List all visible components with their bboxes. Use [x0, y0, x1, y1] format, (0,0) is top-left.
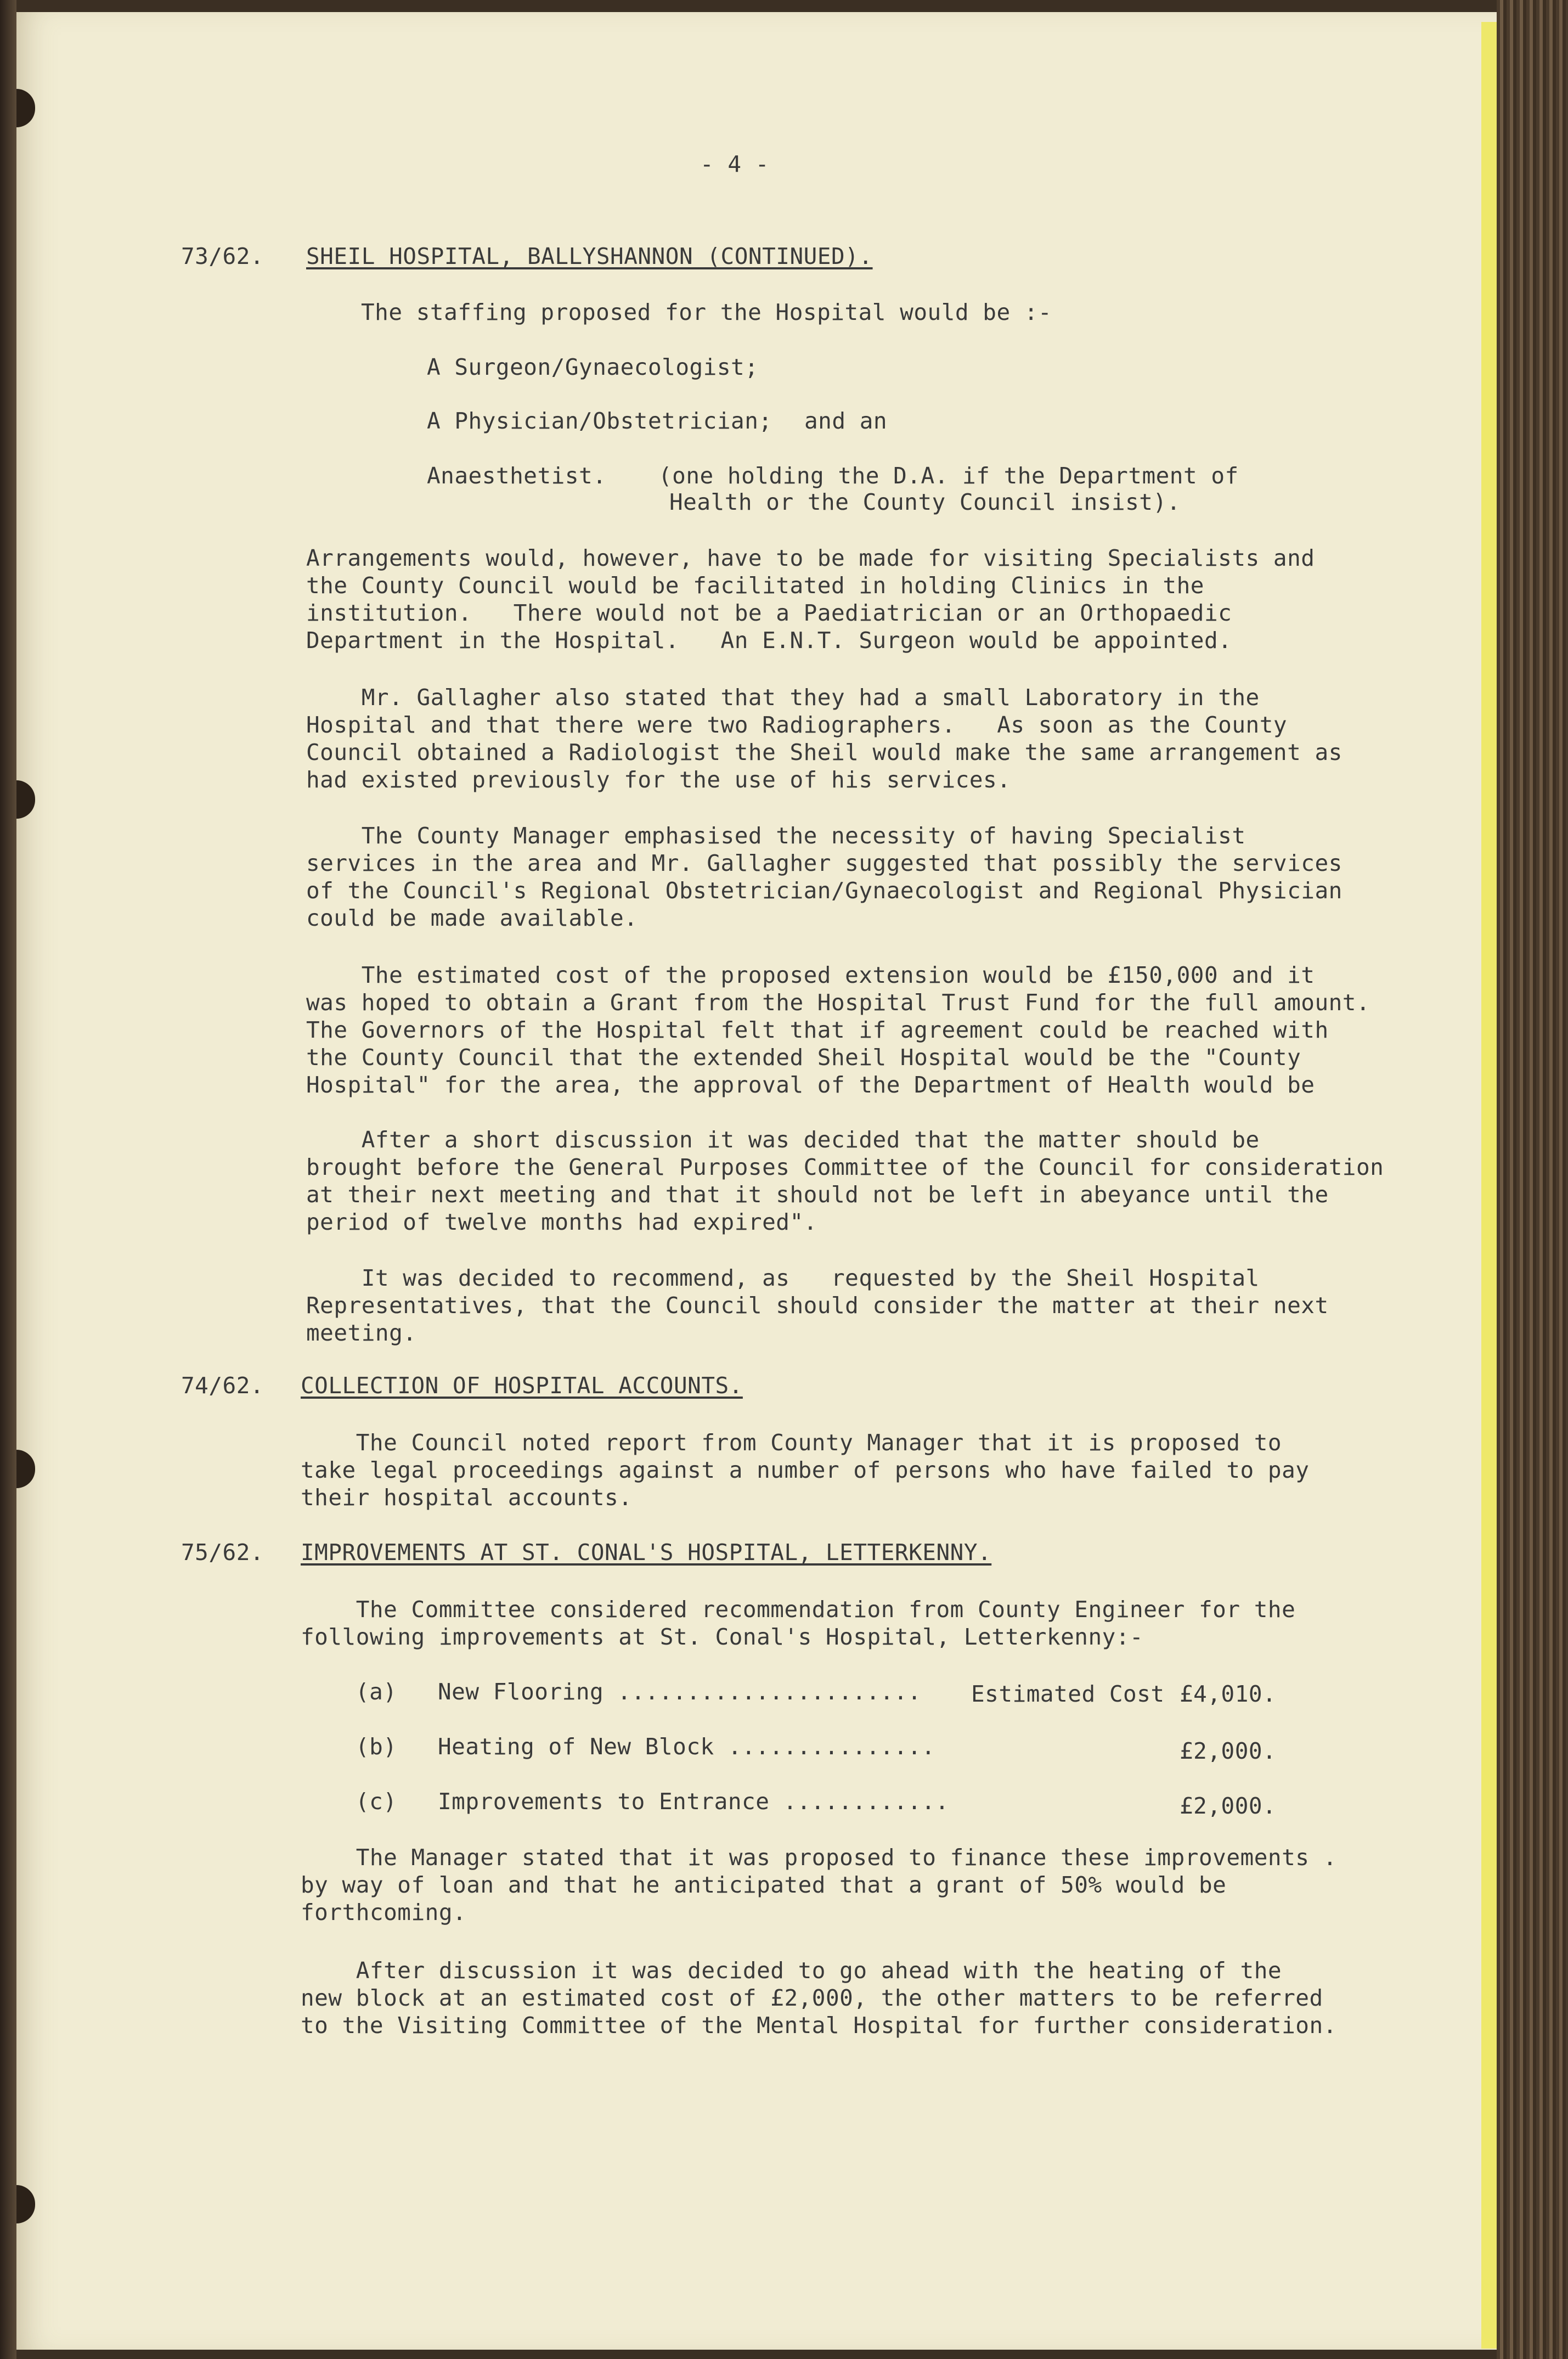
item-cost: £2,000. — [1180, 1738, 1277, 1764]
paragraph-line: The Manager stated that it was proposed to finance these improvements . — [301, 1844, 1337, 1871]
yellow-page-tab — [1481, 22, 1497, 2349]
paragraph-line: their hospital accounts. — [301, 1484, 633, 1511]
paragraph-line: at their next meeting and that it should not be left in abeyance until the — [306, 1181, 1329, 1208]
paragraph-line: Department in the Hospital. An E.N.T. Surgeon would be appointed. — [306, 627, 1232, 654]
staff-item: A Physician/Obstetrician; — [427, 408, 772, 434]
item-label: (a) — [356, 1679, 397, 1705]
paragraph-line: The County Manager emphasised the necessity of having Specialist — [306, 823, 1246, 849]
section-heading: SHEIL HOSPITAL, BALLYSHANNON (CONTINUED). — [306, 243, 873, 269]
paragraph-line: Hospital and that there were two Radiographers. As soon as the County — [306, 712, 1288, 738]
section-heading: COLLECTION OF HOSPITAL ACCOUNTS. — [301, 1372, 743, 1399]
paragraph-line: by way of loan and that he anticipated that a grant of 50% would be — [301, 1872, 1227, 1898]
item-cost: £2,000. — [1180, 1793, 1277, 1819]
staff-note-line: Health or the County Council insist). — [669, 489, 1181, 515]
staff-item: A Surgeon/Gynaecologist; — [427, 354, 759, 380]
staff-conjunction: and an — [804, 408, 888, 434]
paragraph-line: new block at an estimated cost of £2,000, the other matters to be referred — [301, 1985, 1323, 2011]
item-cost: £4,010. — [1180, 1681, 1277, 1707]
paragraph-line: It was decided to recommend, as requested by the Sheil Hospital — [306, 1265, 1260, 1291]
staffing-intro: The staffing proposed for the Hospital would be :- — [361, 299, 1052, 325]
paragraph-line: the County Council would be facilitated in holding Clinics in the — [306, 572, 1204, 599]
paragraph-line: Council obtained a Radiologist the Sheil would make the same arrangement as — [306, 739, 1343, 765]
paragraph-line: After discussion it was decided to go ahead with the heating of the — [301, 1957, 1282, 1984]
paragraph-line: the County Council that the extended Sheil Hospital would be the "County — [306, 1044, 1301, 1071]
staff-item: Anaesthetist. — [427, 463, 607, 489]
page-number: - 4 - — [700, 151, 769, 177]
paragraph-line: Hospital" for the area, the approval of the Department of Health would be — [306, 1072, 1315, 1098]
paragraph-line: of the Council's Regional Obstetrician/Gynaecologist and Regional Physician — [306, 877, 1343, 904]
item-cost-label: Estimated Cost — [971, 1681, 1165, 1707]
section-number: 73/62. — [181, 243, 264, 269]
paragraph-line: had existed previously for the use of his services. — [306, 767, 1011, 793]
paragraph-line: period of twelve months had expired". — [306, 1209, 817, 1235]
book-page-edges — [1497, 0, 1568, 2359]
staff-note-line: (one holding the D.A. if the Department of — [658, 463, 1239, 489]
section-number: 75/62. — [181, 1539, 264, 1566]
item-label: (b) — [356, 1733, 397, 1760]
paragraph-line: to the Visiting Committee of the Mental Hospital for further consideration. — [301, 2012, 1337, 2039]
item-text: New Flooring ...................... — [438, 1679, 922, 1705]
paragraph-line: could be made available. — [306, 905, 638, 931]
item-text: Heating of New Block ............... — [438, 1733, 935, 1760]
item-text: Improvements to Entrance ............ — [438, 1788, 949, 1815]
paragraph-line: following improvements at St. Conal's Hospital, Letterkenny:- — [301, 1624, 1144, 1650]
paragraph-line: take legal proceedings against a number of persons who have failed to pay — [301, 1457, 1310, 1483]
item-label: (c) — [356, 1788, 397, 1815]
paragraph-line: The estimated cost of the proposed extension would be £150,000 and it — [306, 962, 1315, 988]
paragraph-line: The Committee considered recommendation from County Engineer for the — [301, 1596, 1296, 1623]
paragraph-line: The Governors of the Hospital felt that if agreement could be reached with — [306, 1017, 1329, 1043]
paragraph-line: brought before the General Purposes Committee of the Council for consideration — [306, 1154, 1384, 1180]
paragraph-line: After a short discussion it was decided that the matter should be — [306, 1127, 1260, 1153]
paragraph-line: services in the area and Mr. Gallagher suggested that possibly the services — [306, 850, 1343, 876]
document-page — [16, 12, 1498, 2350]
paragraph-line: Arrangements would, however, have to be made for visiting Specialists and — [306, 545, 1315, 571]
paragraph-line: Mr. Gallagher also stated that they had a small Laboratory in the — [306, 684, 1260, 711]
section-heading: IMPROVEMENTS AT ST. CONAL'S HOSPITAL, LETTERKENNY. — [301, 1539, 992, 1566]
paragraph-line: forthcoming. — [301, 1899, 467, 1926]
book-spine-left — [0, 0, 16, 2359]
paragraph-line: institution. There would not be a Paediatrician or an Orthopaedic — [306, 600, 1232, 626]
paragraph-line: was hoped to obtain a Grant from the Hospital Trust Fund for the full amount. — [306, 989, 1370, 1016]
paragraph-line: Representatives, that the Council should consider the matter at their next — [306, 1292, 1329, 1319]
paragraph-line: meeting. — [306, 1320, 417, 1346]
paragraph-line: The Council noted report from County Manager that it is proposed to — [301, 1429, 1282, 1456]
section-number: 74/62. — [181, 1372, 264, 1399]
